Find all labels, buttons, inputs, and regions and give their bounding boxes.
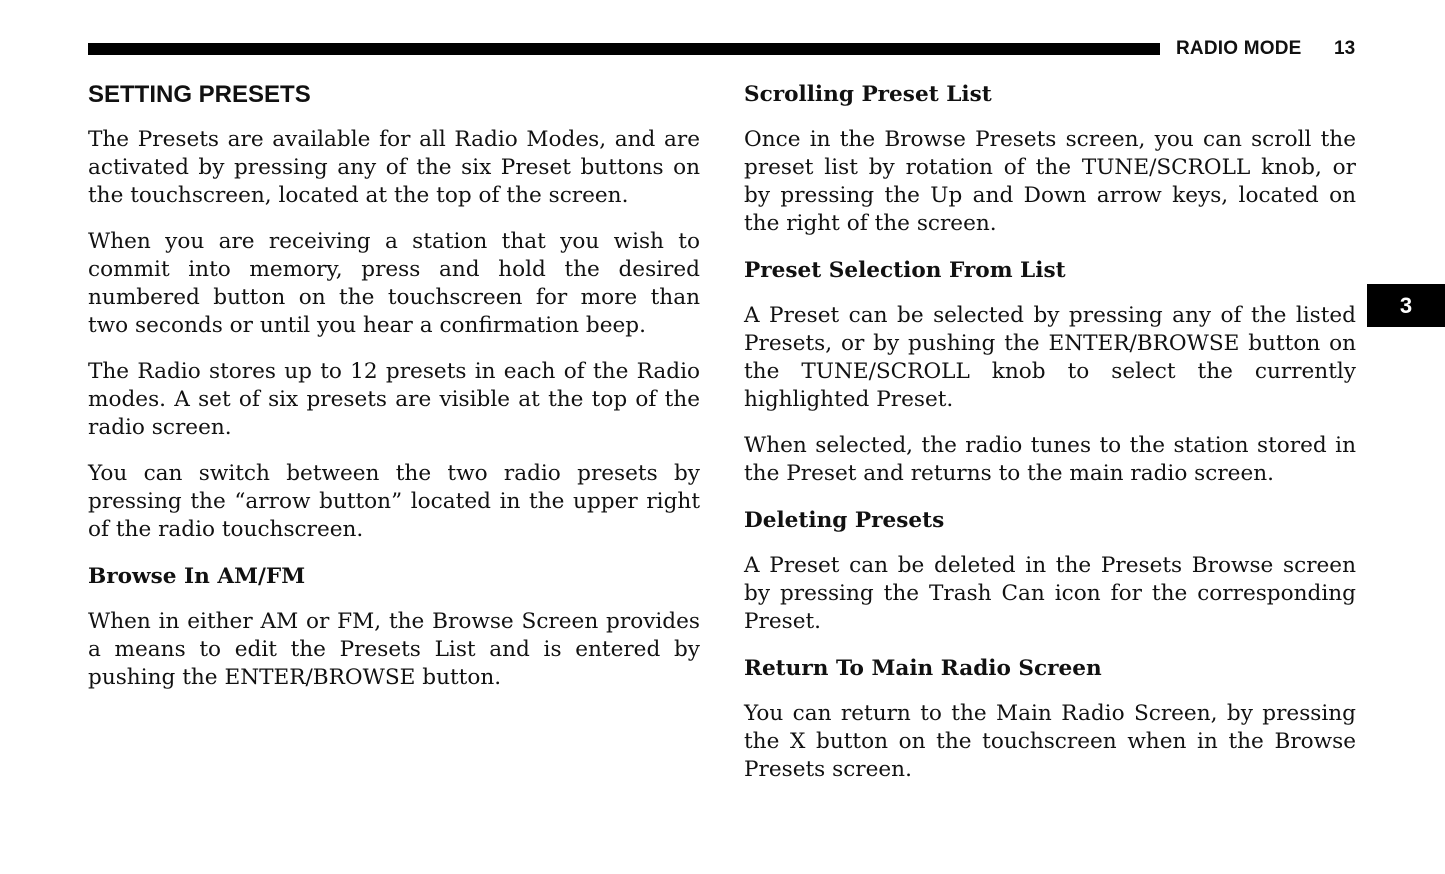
paragraph: The Presets are available for all Radio Modes, and are activated by pressing any of the six Preset buttons on the touchscreen, located at the top of the screen. [88, 127, 700, 208]
paragraph: The Radio stores up to 12 presets in each of the Radio modes. A set of six presets are visible at the top of the radio screen. [88, 359, 700, 440]
paragraph: When you are receiving a station that you wish to commit into memory, press and hold the desired numbered button on the touchscreen for more than two seconds or until you hear a confirmation beep. [88, 229, 700, 338]
header-rule [88, 43, 1160, 55]
chapter-tab [1367, 284, 1445, 327]
running-header-section: RADIO MODE [1176, 38, 1302, 59]
paragraph: When selected, the radio tunes to the station stored in the Preset and returns to the main radio screen. [744, 433, 1356, 486]
paragraph: When in either AM or FM, the Browse Screen provides a means to edit the Presets List and is entered by pushing the ENTER/BROWSE button. [88, 609, 700, 690]
paragraph: You can switch between the two radio presets by pressing the “arrow button” located in the upper right of the radio touchscreen. [88, 461, 700, 542]
chapter-tab-label: 3 [1399, 292, 1413, 318]
paragraph: A Preset can be selected by pressing any of the listed Presets, or by pushing the ENTER/BROWSE button on the TUNE/​SCROLL knob to select the currently highlighted Preset. [744, 303, 1356, 412]
section-title: SETTING PRESETS [88, 81, 311, 108]
subsection-heading: Preset Selection From List [744, 258, 1066, 283]
subsection-heading: Deleting Presets [744, 508, 945, 533]
paragraph: Once in the Browse Presets screen, you can scroll the preset list by rotation of the TUNE/SCROLL knob, or by pressing the Up and Down arrow keys, located on the right of the screen. [744, 127, 1356, 236]
subsection-heading: Browse In AM/FM [88, 564, 306, 589]
paragraph: A Preset can be deleted in the Presets Browse screen by pressing the Trash Can icon for the corresponding Preset. [744, 553, 1356, 634]
subsection-heading: Return To Main Radio Screen [744, 656, 1102, 681]
paragraph: You can return to the Main Radio Screen, by pressing the X button on the touchscreen when in the Browse Presets screen. [744, 701, 1356, 782]
right-column [744, 80, 1356, 802]
left-column [88, 80, 700, 710]
subsection-heading: Scrolling Preset List [744, 82, 992, 107]
page-number: 13 [1334, 38, 1356, 59]
